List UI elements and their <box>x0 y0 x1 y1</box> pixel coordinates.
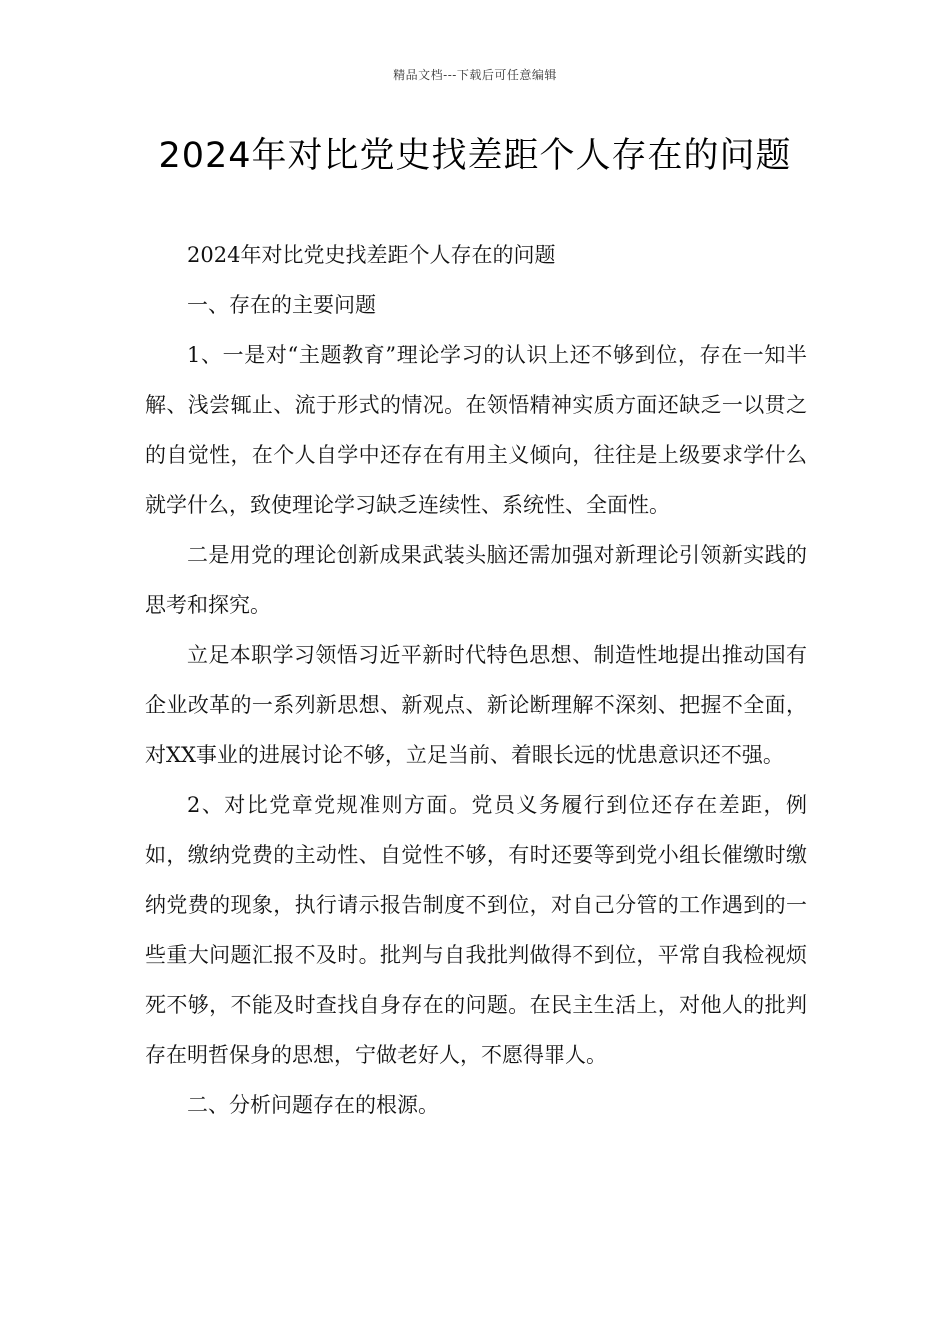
document-body <box>145 230 807 1130</box>
paragraph-section-heading-2: 二、分析问题存在的根源。 <box>187 1093 439 1117</box>
paragraph-item-1: 1、一是对“主题教育”理论学习的认识上还不够到位，存在一知半解、浅尝辄止、流于形式的情况。在领悟精神实质方面还缺乏一以贯之的自觉性，在个人自学中还存在有用主义倾向，往往是上级要求学什么就学什么，致使理论学习缺乏连续性、系统性、全面性。 <box>145 343 807 517</box>
paragraph-subtitle: 2024年对比党史找差距个人存在的问题 <box>187 243 556 267</box>
document-title: 2024年对比党史找差距个人存在的问题 <box>158 136 792 176</box>
paragraph-item-1c: 立足本职学习领悟习近平新时代特色思想、制造性地提出推动国有企业改革的一系列新思想、新观点、新论断理解不深刻、把握不全面，对XX事业的进展讨论不够，立足当前、着眼长远的忧患意识还不强。 <box>145 643 807 767</box>
paragraph-section-heading-1: 一、存在的主要问题 <box>187 293 376 317</box>
paragraph-item-1b: 二是用党的理论创新成果武装头脑还需加强对新理论引领新实践的思考和探究。 <box>145 543 807 617</box>
paragraph-item-2: 2、对比党章党规准则方面。党员义务履行到位还存在差距，例如，缴纳党费的主动性、自觉性不够，有时还要等到党小组长催缴时缴纳党费的现象，执行请示报告制度不到位，对自己分管的工作遇到的一些重大问题汇报不及时。批判与自我批判做得不到位，平常自我检视烦死不够，不能及时查找自身存在的问题。在民主生活上，对他人的批判存在明哲保身的思想，宁做老好人，不愿得罪人。 <box>145 793 807 1067</box>
header-note: 精品文档---下载后可任意编辑 <box>393 68 557 82</box>
